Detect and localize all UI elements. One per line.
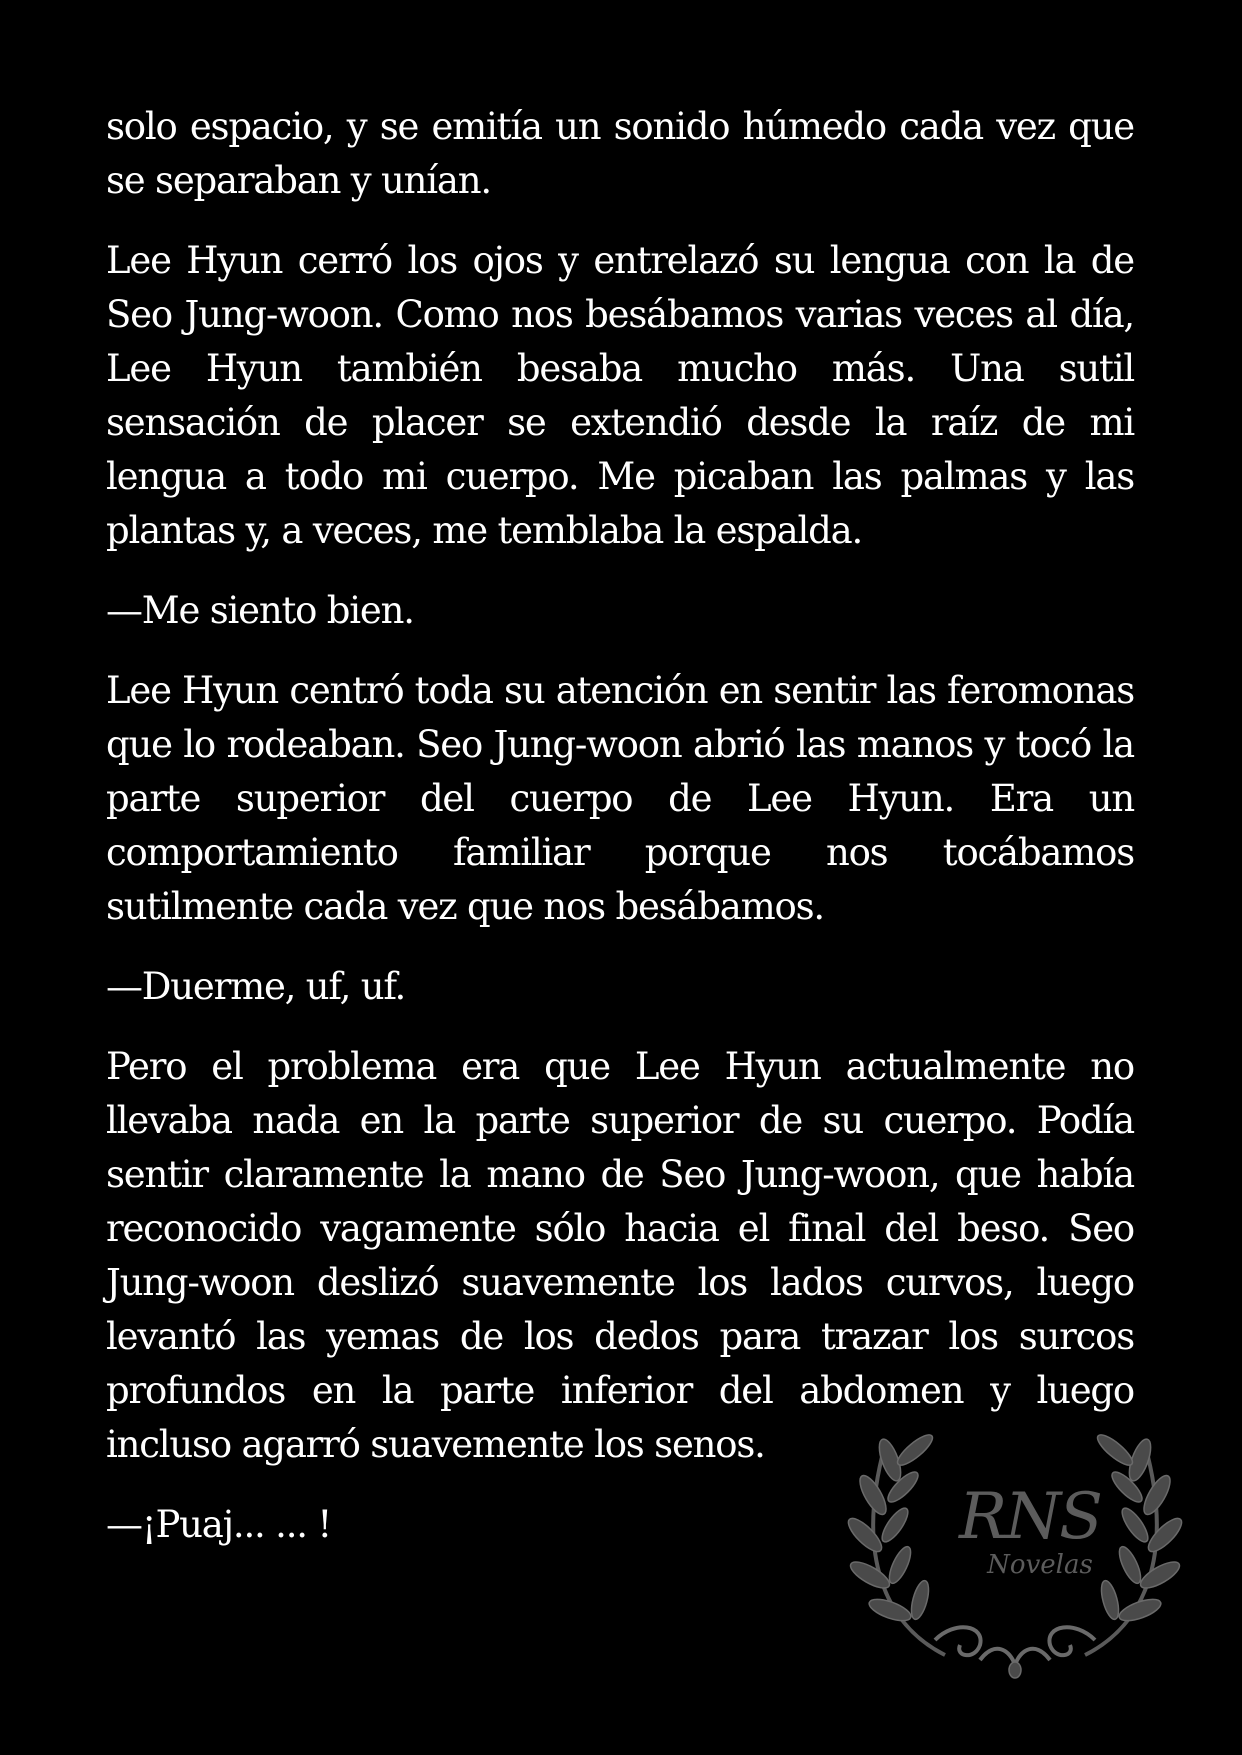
dialogue-line-1: —Me siento bien. (106, 589, 414, 632)
dialogue-line-3: —¡Puaj... ... ! (106, 1503, 332, 1546)
paragraph-2: Lee Hyun cerró los ojos y entrelazó su lengua con la de Seo Jung-woon. Como nos besábamos varias veces al día, Lee Hyun también besaba mucho más. Una sutil sensación de placer se extendió desde la raíz de mi lengua a todo mi cuerpo. Me picaban las palmas y las plantas y, a veces, me temblaba la espalda. (106, 239, 1134, 552)
paragraph-3: Lee Hyun centró toda su atención en sentir las feromonas que lo rodeaban. Seo Jung-woon abrió las manos y tocó la parte superior del cuerpo de Lee Hyun. Era un comportamiento familiar porque nos tocábamos sutilmente cada vez que nos besábamos. (106, 669, 1134, 928)
document-page (106, 100, 1134, 1578)
paragraph-4: Pero el problema era que Lee Hyun actualmente no llevaba nada en la parte superior de su cuerpo. Podía sentir claramente la mano de Seo Jung-woon, que había reconocido vagamente sólo hacia el final del beso. Seo Jung-woon deslizó suavemente los lados curvos, luego levantó las yemas de los dedos para trazar los surcos profundos en la parte inferior del abdomen y luego incluso agarró suavemente los senos. (106, 1045, 1134, 1466)
dialogue-line-2: —Duerme, uf, uf. (106, 965, 406, 1008)
watermark-title: RNS (958, 1480, 1102, 1554)
paragraph-1: solo espacio, y se emitía un sonido húmedo cada vez que se separaban y unían. (106, 105, 1134, 202)
watermark-subtitle: Novelas (987, 1550, 1093, 1580)
